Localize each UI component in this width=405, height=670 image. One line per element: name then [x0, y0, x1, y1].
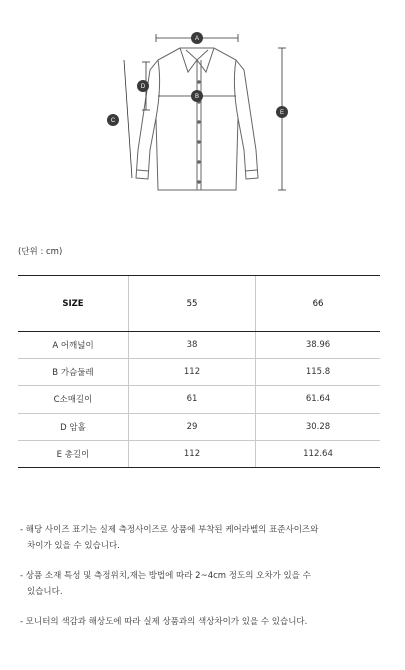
- marker-d-label: D: [140, 84, 146, 91]
- unit-label: (단위 : cm): [18, 247, 63, 257]
- measurement-label: B 가슴둘레: [18, 359, 129, 386]
- column-header: SIZE: [18, 276, 129, 332]
- note-line: - 해당 사이즈 표기는 실제 측정사이즈로 상품에 부착된 케어라벨의 표준사이즈와: [20, 525, 319, 535]
- table-cell: 38.96: [256, 332, 381, 359]
- table-cell: 112.64: [256, 440, 381, 467]
- measurement-label: E 총길이: [18, 440, 129, 467]
- column-header: 55: [129, 276, 256, 332]
- table-cell: 38: [129, 332, 256, 359]
- note-line: - 상품 소재 특성 및 측정위치,재는 방법에 따라 2~4cm 정도의 오차가 있을 수: [20, 571, 311, 581]
- table-cell: 30.28: [256, 413, 381, 440]
- table-cell: 61: [129, 386, 256, 413]
- measurement-label: C소매길이: [18, 386, 129, 413]
- table-cell: 29: [129, 413, 256, 440]
- size-table: [18, 275, 380, 468]
- marker-a-label: A: [194, 36, 200, 43]
- measurement-label: D 암홀: [18, 413, 129, 440]
- note-item: [20, 614, 380, 630]
- notes-section: [20, 522, 380, 644]
- table-row: [18, 440, 380, 467]
- measurement-label: A 어깨넓이: [18, 332, 129, 359]
- note-item: [20, 568, 380, 600]
- table-row: [18, 332, 380, 359]
- table-cell: 115.8: [256, 359, 381, 386]
- column-header: 66: [256, 276, 381, 332]
- note-line: 차이가 있을 수 있습니다.: [27, 541, 120, 551]
- table-cell: 112: [129, 440, 256, 467]
- table-row: [18, 386, 380, 413]
- note-line: - 모니터의 색감과 해상도에 따라 실제 상품과의 색상차이가 있을 수 있습니다.: [20, 617, 308, 627]
- note-line: 있습니다.: [27, 587, 63, 597]
- table-cell: 112: [129, 359, 256, 386]
- marker-e-label: E: [279, 110, 285, 117]
- table-header-row: [18, 276, 380, 332]
- table-row: [18, 413, 380, 440]
- note-item: [20, 522, 380, 554]
- marker-c-label: C: [110, 118, 116, 125]
- table-cell: 61.64: [256, 386, 381, 413]
- table-row: [18, 359, 380, 386]
- shirt-measurement-diagram: [0, 0, 405, 210]
- marker-b-label: B: [194, 94, 200, 101]
